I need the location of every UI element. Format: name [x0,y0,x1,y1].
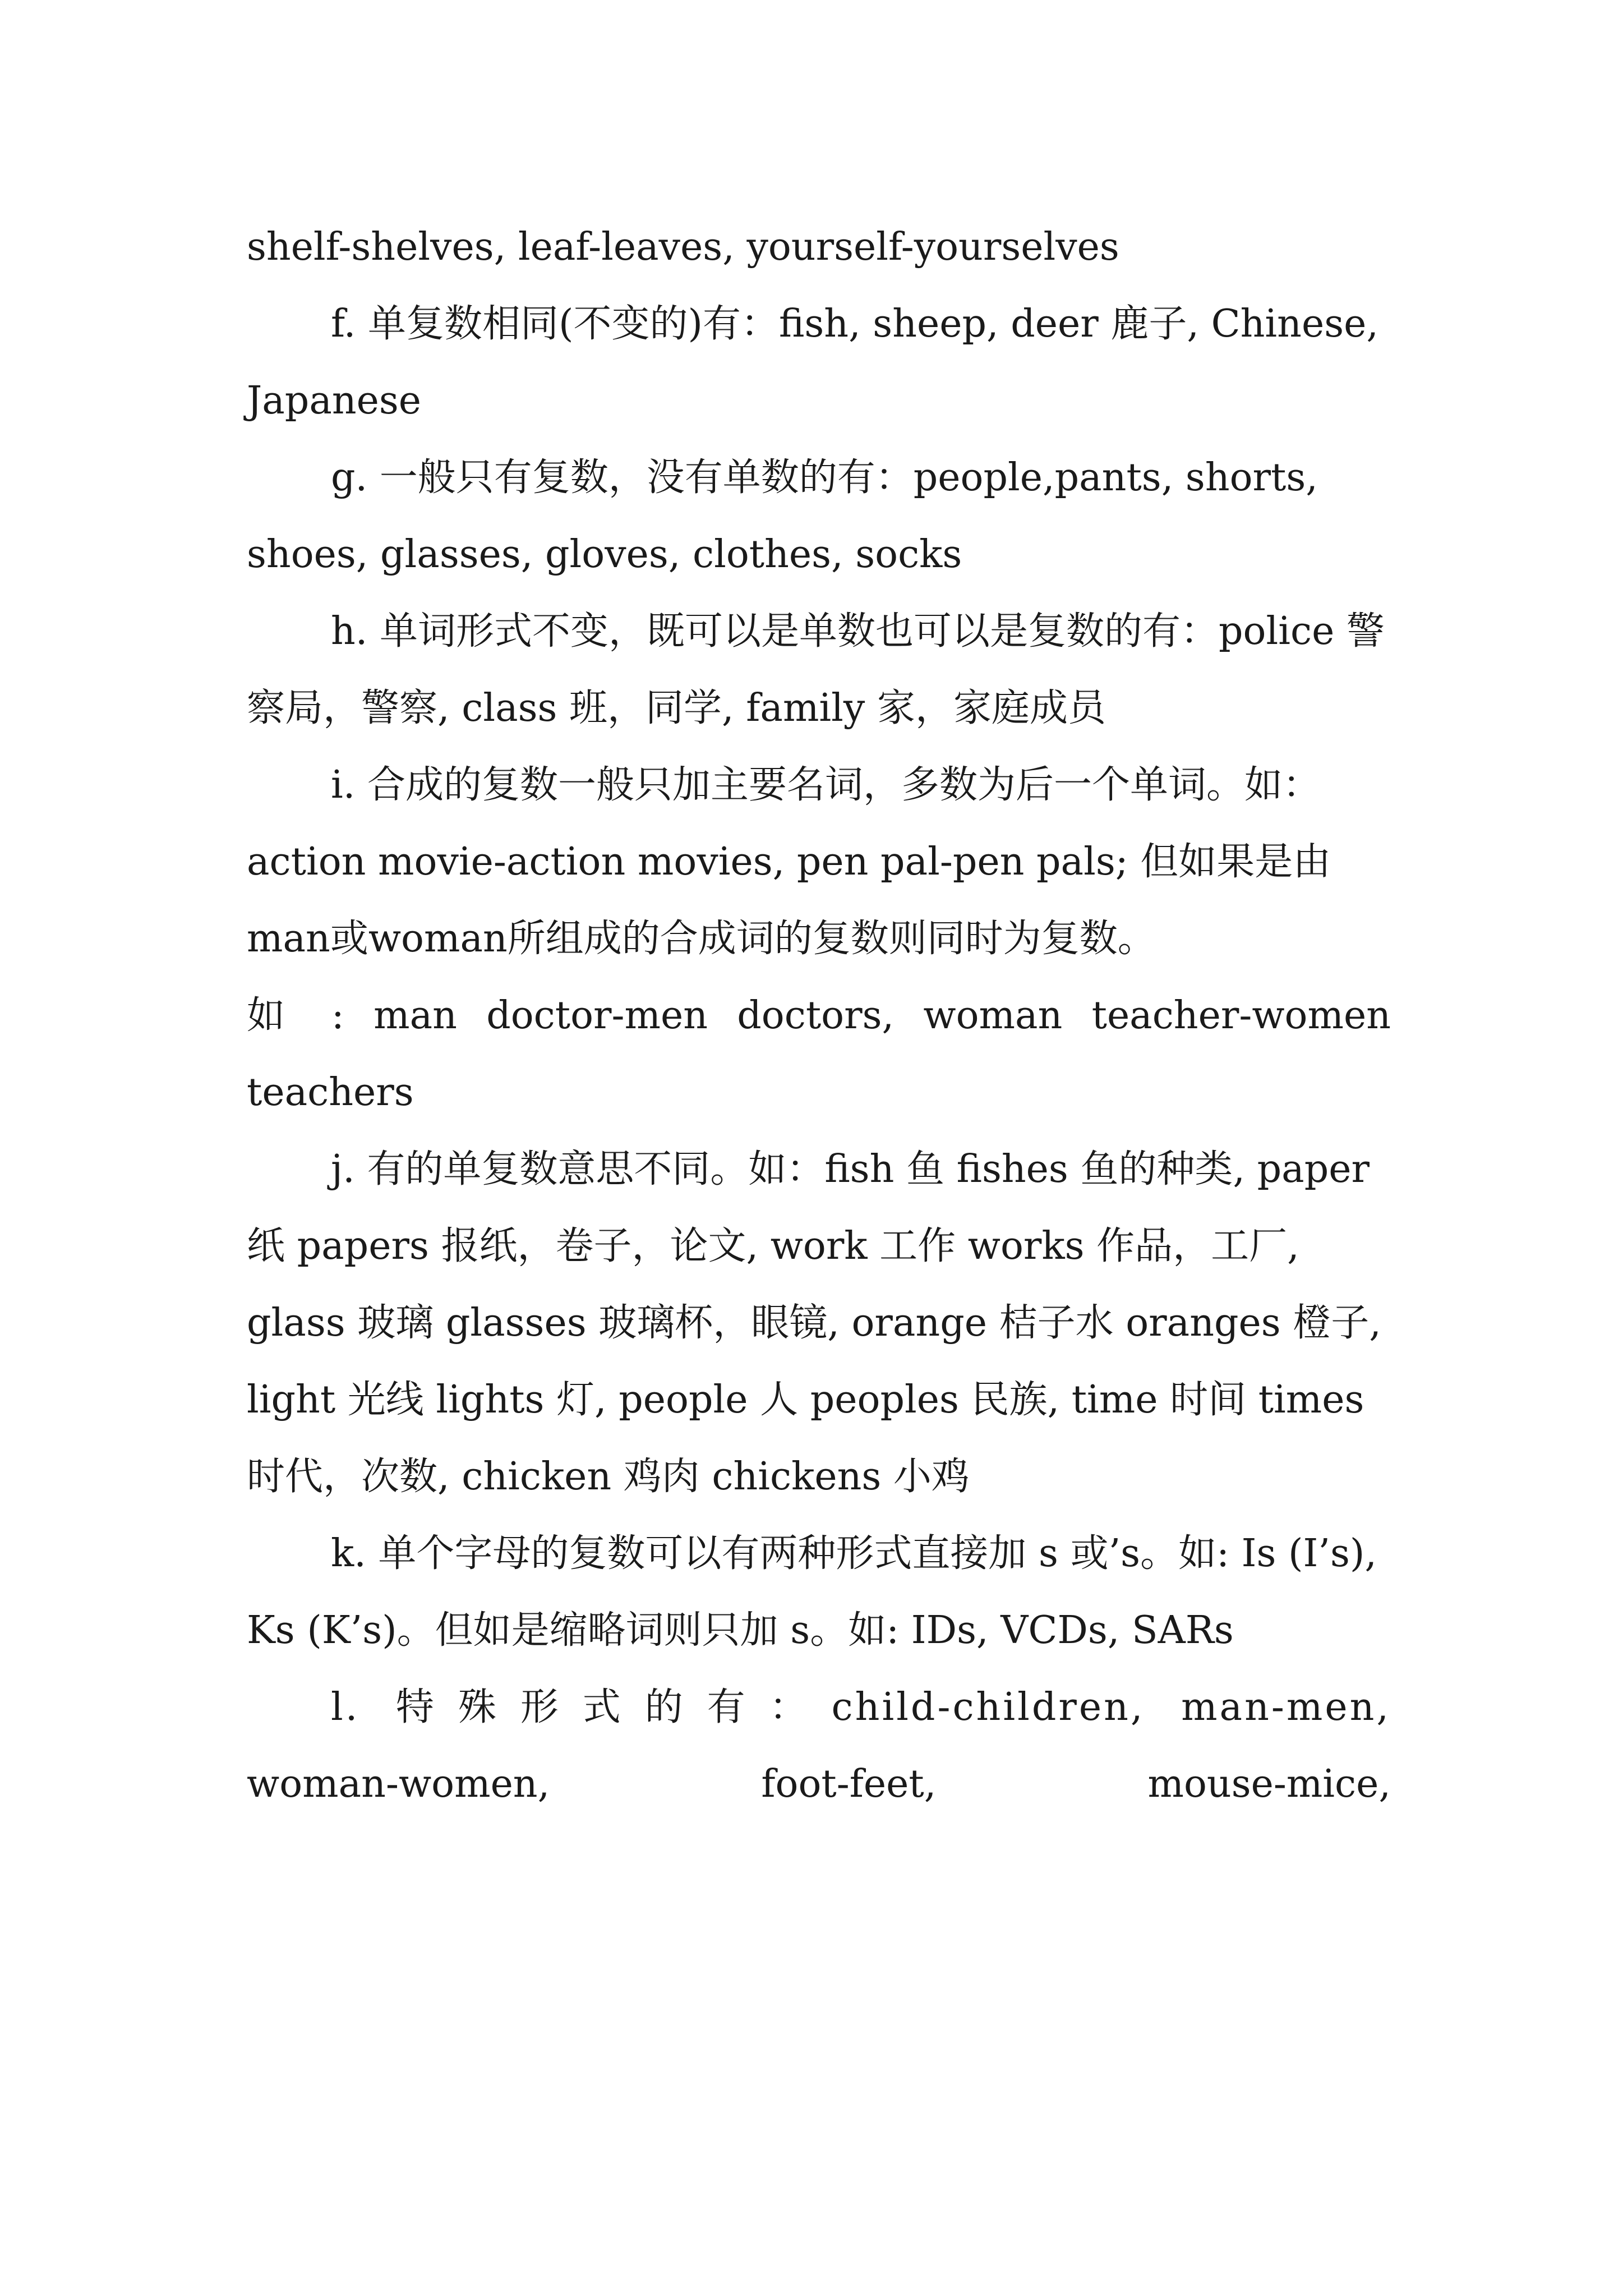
paragraph-l-continued: woman-women, foot-feet, mouse-mice, [247,1762,1391,1806]
paragraph-l: l. 特殊形式的有：child-children, man-men, [331,1685,1391,1729]
paragraph-f: f. 单复数相同(不变的)有：fish, sheep, deer 鹿子, Chinese, Japanese [247,302,1378,423]
paragraph-i: i. 合成的复数一般只加主要名词，多数为后一个单词。如：action movie-action movies, pen pal-pen pals; 但如果是由man或woman所组成的合成词的复数则同时为复数。 [247,763,1331,961]
paragraph-h: h. 单词形式不变，既可以是单数也可以是复数的有：police 警察局，警察, class 班，同学, family 家，家庭成员 [247,609,1385,730]
paragraph-k: k. 单个字母的复数可以有两种形式直接加 s 或’s。如: Is (I’s), Ks (K’s)。但如是缩略词则只加 s。如: IDs, VCDs, SARs [247,1531,1377,1653]
paragraph-j: j. 有的单复数意思不同。如：fish 鱼 fishes 鱼的种类, paper 纸 papers 报纸，卷子，论文, work 工作 works 作品，工厂, glass 玻璃 glasses 玻璃杯，眼镜, orange 桔子水 oranges 橙子, light 光线 lights 灯, people 人 peoples 民族, time 时间 times 时代，次数, chicken 鸡肉 chickens 小鸡 [247,1147,1381,1499]
paragraph-g: g. 一般只有复数，没有单数的有：people,pants, shorts, shoes, glasses, gloves, clothes, socks [247,455,1318,577]
paragraph-i-end: teachers [247,1070,414,1115]
document-page [247,209,1391,1823]
paragraph-continuation: shelf-shelves, leaf-leaves, yourself-yourselves [247,225,1119,269]
paragraph-i-example: 如 : man doctor-men doctors, woman teacher-women [247,993,1391,1038]
